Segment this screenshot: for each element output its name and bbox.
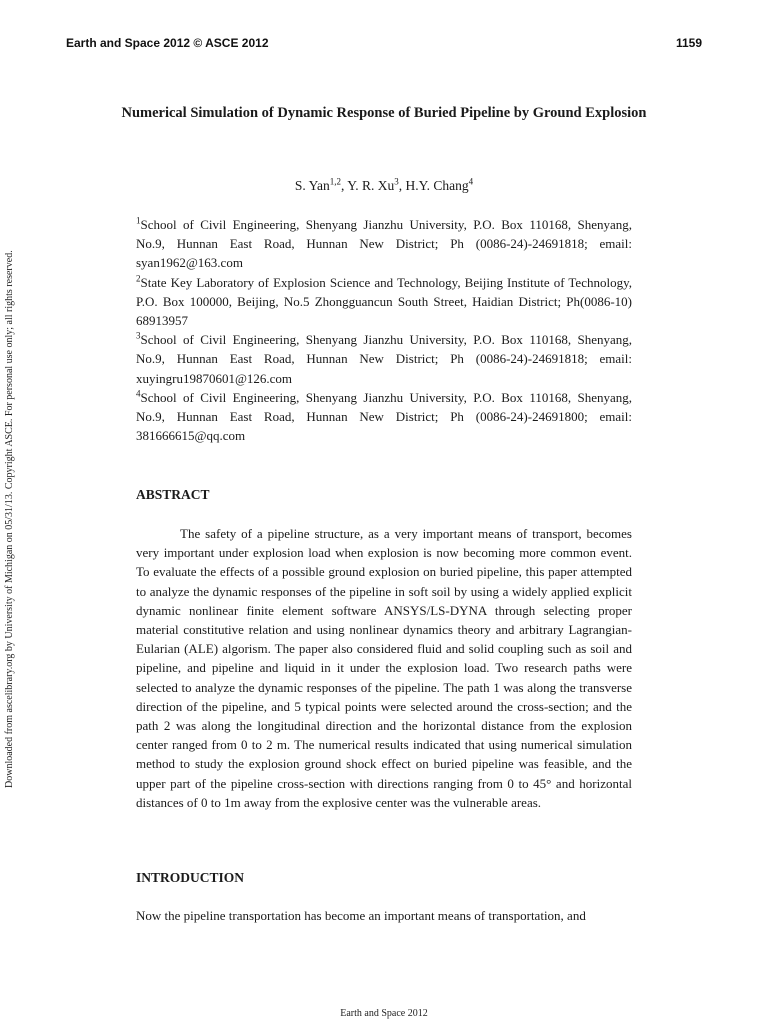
download-notice: Downloaded from ascelibrary.org by University of Michigan on 05/31/13. Copyright ASCE. For personal use only; all rights reserved.: [4, 250, 15, 788]
author: S. Yan$^{1,2}$,: [294, 176, 348, 193]
abstract-text: The safety of a pipeline structure, as a very important means of transport, becomes very important under explosion load when explosion is now becoming more common event. To evaluate the effects of a possible ground explosion on buried pipeline, this paper attempted to analyze the dynamic responses of the pipeline in soft soil by using a widely applied explicit dynamic nonlinear finite element software ANSYS/LS-DYNA through selecting proper material constitutive relation and using nonlinear dynamics theory and arbitrary Lagrangian-Eularian (ALE) algorism. The paper also considered fluid and solid coupling such as soil and pipeline, and pipeline and liquid in it under the explosion load. Two research paths were selected to analyze the dynamic responses of the pipeline. The path 1 was along the transverse direction of the pipeline, and 5 typical points were selected around the cross-section; and the path 2 was along the longitudinal direction and the horizontal distance from the explosion center ranged from 0 to 2 m. The numerical results indicated that using numerical simulation method to study the explosion ground shock effect on buried pipeline was feasible, and the upper part of the pipeline cross-section with directions ranging from 0 to 45° and horizontal distances of 0 to 1m away from the explosive center was the vulnerable areas.: [136, 526, 632, 810]
introduction-heading: INTRODUCTION: [136, 870, 245, 885]
page-footer: Earth and Space 2012: [340, 1008, 428, 1019]
introduction-text: Now the pipeline transportation has become an important means of transportation, and: [136, 908, 586, 923]
affiliation: $^4$School of Civil Engineering, Shenyang Jianzhu University, P.O. Box 110168, Shenyang, No.9, Hunnan East Road, Hunnan New District; Ph (0086-24)-24691800; email: 381666615@qq.com: [136, 388, 632, 444]
abstract-heading: ABSTRACT: [136, 487, 210, 502]
paper-title: Numerical Simulation of Dynamic Response of Buried Pipeline by Ground Explosion: [121, 105, 647, 121]
affiliation: $^1$School of Civil Engineering, Shenyang Jianzhu University, P.O. Box 110168, Shenyang, No.9, Hunnan East Road, Hunnan New District; Ph (0086-24)-24691818; email: syan1962@163.com: [136, 215, 632, 271]
page-number: 1159: [675, 36, 702, 50]
journal-header: Earth and Space 2012 © ASCE 2012: [66, 36, 269, 50]
page-header: [66, 36, 702, 50]
affiliations: [136, 215, 632, 445]
author: Y. R. Xu$^3$,: [347, 176, 406, 193]
affiliation: $^3$School of Civil Engineering, Shenyang Jianzhu University, P.O. Box 110168, Shenyang, No.9, Hunnan East Road, Hunnan New District; Ph (0086-24)-24691818; email: xuyingru19870601@126.com: [136, 330, 632, 386]
affiliation: $^2$State Key Laboratory of Explosion Science and Technology, Beijing Institute of Technology, P.O. Box 100000, Beijing, No.5 Zhongguancun South Street, Haidian District; Ph(0086-10) 68913957: [136, 273, 632, 329]
author: H.Y. Chang$^4$: [405, 176, 474, 193]
author-list: [120, 178, 648, 194]
